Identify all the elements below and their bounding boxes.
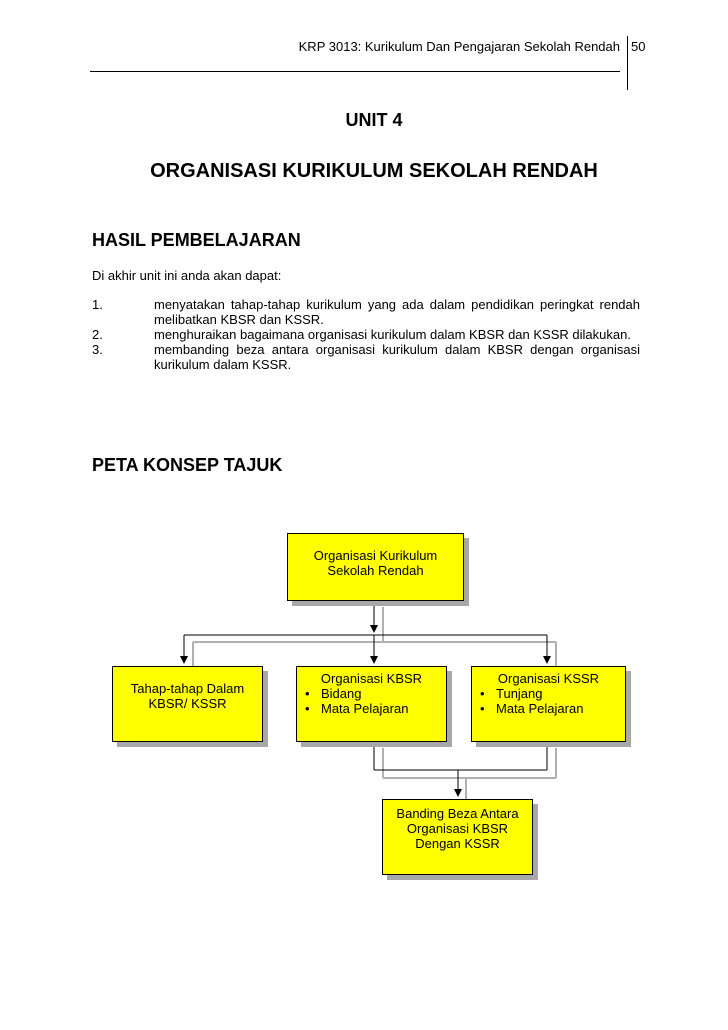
- concept-box-kssr: [471, 666, 626, 742]
- list-item-number: 3.: [92, 342, 103, 357]
- kssr-bullets: [472, 686, 625, 716]
- concept-box-root: [287, 533, 464, 601]
- learning-outcomes-intro: Di akhir unit ini anda akan dapat:: [92, 268, 282, 283]
- page-number: 50: [631, 39, 646, 54]
- root-line-1: Organisasi Kurikulum: [313, 548, 438, 563]
- tahap-line-1: Tahap-tahap Dalam: [130, 681, 245, 696]
- list-item-text: menghuraikan bagaimana organisasi kurikulum dalam KBSR dan KSSR dilakukan.: [154, 327, 631, 342]
- running-header: KRP 3013: Kurikulum Dan Pengajaran Sekolah Rendah: [298, 39, 620, 54]
- kssr-title: Organisasi KSSR: [497, 671, 600, 686]
- list-item-number: 2.: [92, 327, 103, 342]
- concept-box-banding: [382, 799, 533, 875]
- list-item-text: menyatakan tahap-tahap kurikulum yang ada dalam pendidikan peringkat rendah melibatkan KBSR dan KSSR.: [154, 297, 640, 327]
- concept-map-heading: PETA KONSEP TAJUK: [92, 455, 283, 475]
- unit-label: UNIT 4: [345, 110, 403, 130]
- banding-line-3: Dengan KSSR: [415, 836, 500, 851]
- banding-line-2: Organisasi KBSR: [406, 821, 509, 836]
- list-item-text: membanding beza antara organisasi kurikulum dalam KBSR dengan organisasi kurikulum dalam KSSR.: [154, 342, 640, 372]
- kbsr-bullets: [297, 686, 446, 716]
- tahap-line-2: KBSR/ KSSR: [148, 696, 227, 711]
- bullet-item: • Mata Pelajaran: [297, 701, 446, 716]
- bullet-item: • Bidang: [297, 686, 446, 701]
- bullet-item: • Mata Pelajaran: [472, 701, 625, 716]
- kbsr-title: Organisasi KBSR: [320, 671, 423, 686]
- page-title: ORGANISASI KURIKULUM SEKOLAH RENDAH: [150, 160, 598, 182]
- learning-outcomes-heading: HASIL PEMBELAJARAN: [92, 230, 301, 250]
- bullet-item: • Tunjang: [472, 686, 625, 701]
- banding-line-1: Banding Beza Antara: [396, 806, 519, 821]
- list-item-number: 1.: [92, 297, 103, 312]
- concept-box-tahap: [112, 666, 263, 742]
- concept-box-kbsr: [296, 666, 447, 742]
- root-line-2: Sekolah Rendah: [327, 563, 424, 578]
